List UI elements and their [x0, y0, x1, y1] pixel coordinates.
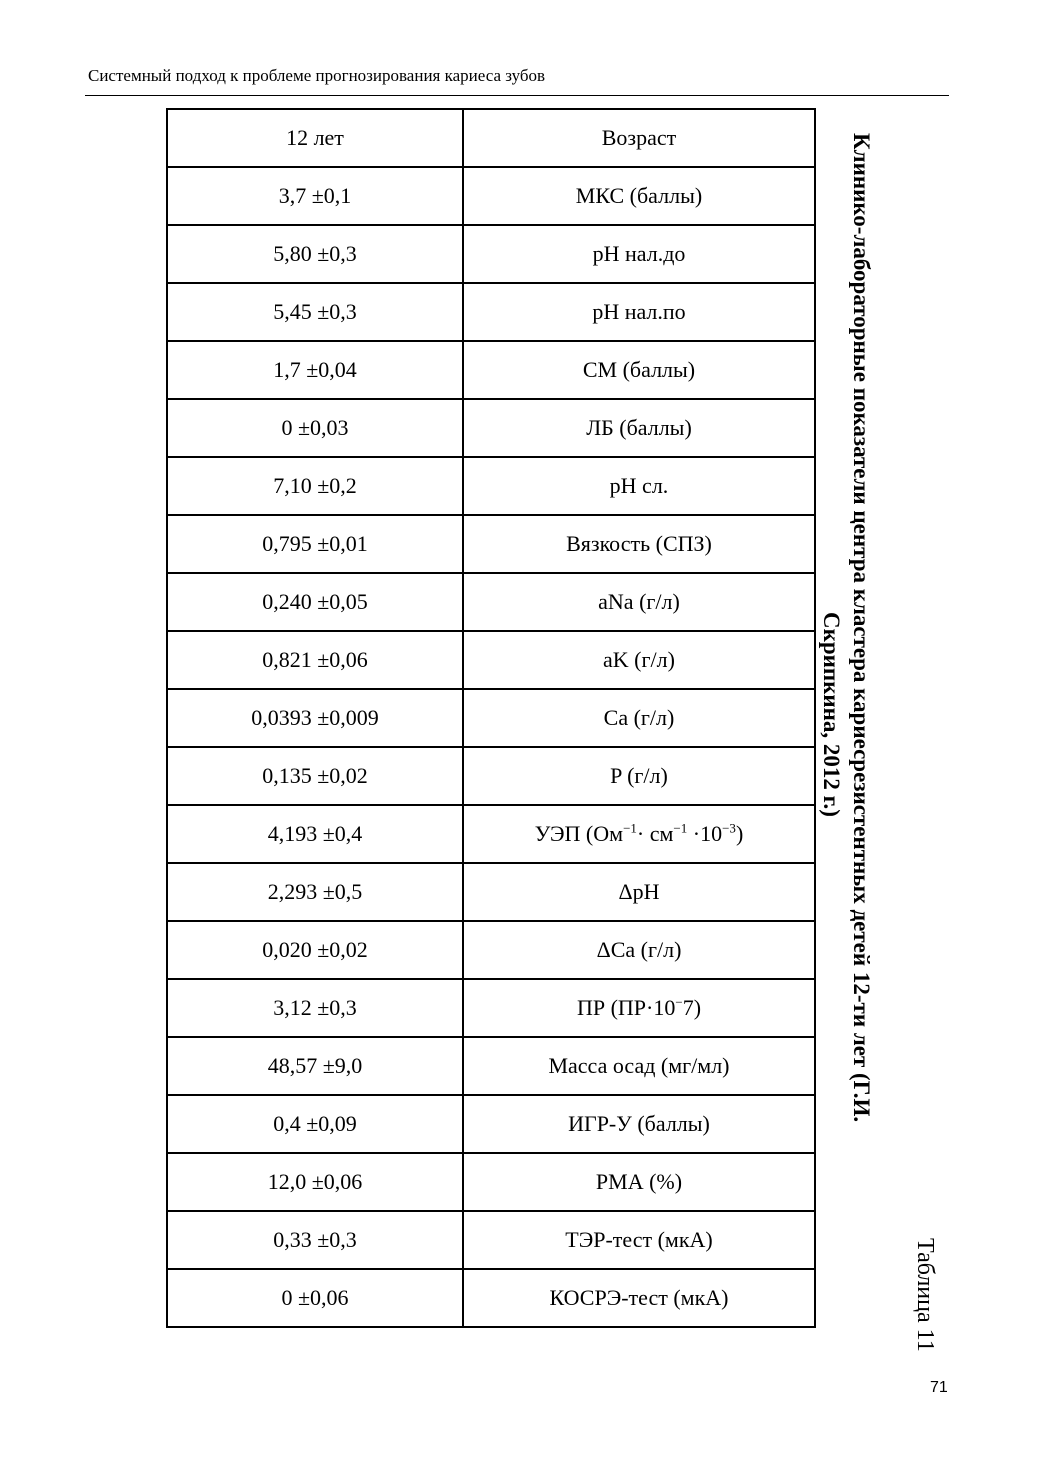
- data-table: [166, 108, 816, 1328]
- value-cell: 0,0393 ±0,009: [167, 689, 463, 747]
- table-row: [167, 921, 815, 979]
- table-caption-line-2: Скрипкина, 2012 г.): [819, 612, 844, 817]
- param-cell: pH сл.: [463, 457, 815, 515]
- param-cell: ΔCa (г/л): [463, 921, 815, 979]
- param-cell: ЛБ (баллы): [463, 399, 815, 457]
- table-row: [167, 747, 815, 805]
- param-cell: aK (г/л): [463, 631, 815, 689]
- table-row: [167, 863, 815, 921]
- table-row: [167, 805, 815, 863]
- value-cell: 0,240 ±0,05: [167, 573, 463, 631]
- table-row: [167, 979, 815, 1037]
- table-header-row: [167, 109, 815, 167]
- table-row: [167, 167, 815, 225]
- table-label: Таблица 11: [912, 1238, 938, 1352]
- param-cell: СМ (баллы): [463, 341, 815, 399]
- value-cell: 0,33 ±0,3: [167, 1211, 463, 1269]
- header-rule: [85, 95, 949, 96]
- table-row: [167, 1095, 815, 1153]
- table-row: [167, 689, 815, 747]
- param-cell: Ca (г/л): [463, 689, 815, 747]
- value-cell: 5,80 ±0,3: [167, 225, 463, 283]
- table-row: [167, 573, 815, 631]
- page-number: 71: [930, 1379, 948, 1396]
- value-cell: 0,821 ±0,06: [167, 631, 463, 689]
- table-row: [167, 399, 815, 457]
- param-cell: РМА (%): [463, 1153, 815, 1211]
- table-row: [167, 1211, 815, 1269]
- param-text: УЭП (Ом: [534, 821, 624, 846]
- param-cell: pH нал.до: [463, 225, 815, 283]
- table-row: [167, 631, 815, 689]
- value-cell: 48,57 ±9,0: [167, 1037, 463, 1095]
- superscript: −: [675, 994, 683, 1010]
- superscript: −3: [722, 820, 736, 836]
- value-cell: 5,45 ±0,3: [167, 283, 463, 341]
- value-cell: 3,7 ±0,1: [167, 167, 463, 225]
- param-cell: Масса осад (мг/мл): [463, 1037, 815, 1095]
- table-row: [167, 1153, 815, 1211]
- param-cell: aNa (г/л): [463, 573, 815, 631]
- value-cell: 0 ±0,03: [167, 399, 463, 457]
- value-cell: 12,0 ±0,06: [167, 1153, 463, 1211]
- param-cell: КОСРЭ-тест (мкА): [463, 1269, 815, 1327]
- param-cell: [463, 805, 815, 863]
- param-text: · см: [636, 821, 674, 846]
- param-cell: Вязкость (СПЗ): [463, 515, 815, 573]
- value-cell: 7,10 ±0,2: [167, 457, 463, 515]
- value-cell: 0,135 ±0,02: [167, 747, 463, 805]
- param-cell: ИГР-У (баллы): [463, 1095, 815, 1153]
- value-cell: 0,795 ±0,01: [167, 515, 463, 573]
- table-row: [167, 1269, 815, 1327]
- param-text: ·10: [687, 821, 723, 846]
- value-cell: 0,020 ±0,02: [167, 921, 463, 979]
- param-cell: ΔpH: [463, 863, 815, 921]
- value-cell: 0 ±0,06: [167, 1269, 463, 1327]
- table-row: [167, 515, 815, 573]
- value-cell: 0,4 ±0,09: [167, 1095, 463, 1153]
- value-cell: 3,12 ±0,3: [167, 979, 463, 1037]
- table-row: [167, 1037, 815, 1095]
- superscript: −1: [673, 820, 688, 836]
- param-text: 7): [682, 995, 702, 1020]
- value-cell: 2,293 ±0,5: [167, 863, 463, 921]
- header-param-cell: Возраст: [463, 109, 815, 167]
- param-cell: ТЭР-тест (мкА): [463, 1211, 815, 1269]
- param-text: ПР (ПР·10: [576, 995, 676, 1020]
- value-cell: 1,7 ±0,04: [167, 341, 463, 399]
- table-row: [167, 457, 815, 515]
- table-row: [167, 225, 815, 283]
- param-cell: МКС (баллы): [463, 167, 815, 225]
- table-row: [167, 341, 815, 399]
- value-cell: 4,193 ±0,4: [167, 805, 463, 863]
- param-cell: [463, 979, 815, 1037]
- param-cell: pH нал.по: [463, 283, 815, 341]
- param-text: ): [735, 821, 744, 846]
- param-cell: P (г/л): [463, 747, 815, 805]
- running-header: Системный подход к проблеме прогнозирования кариеса зубов: [88, 66, 546, 85]
- table-row: [167, 283, 815, 341]
- superscript: −1: [623, 820, 637, 836]
- header-value-cell: 12 лет: [167, 109, 463, 167]
- table-caption-line-1: Клинико-лабораторные показатели центра кластера кариесрезистентных детей 12-ти лет (Г.И.: [849, 133, 874, 1123]
